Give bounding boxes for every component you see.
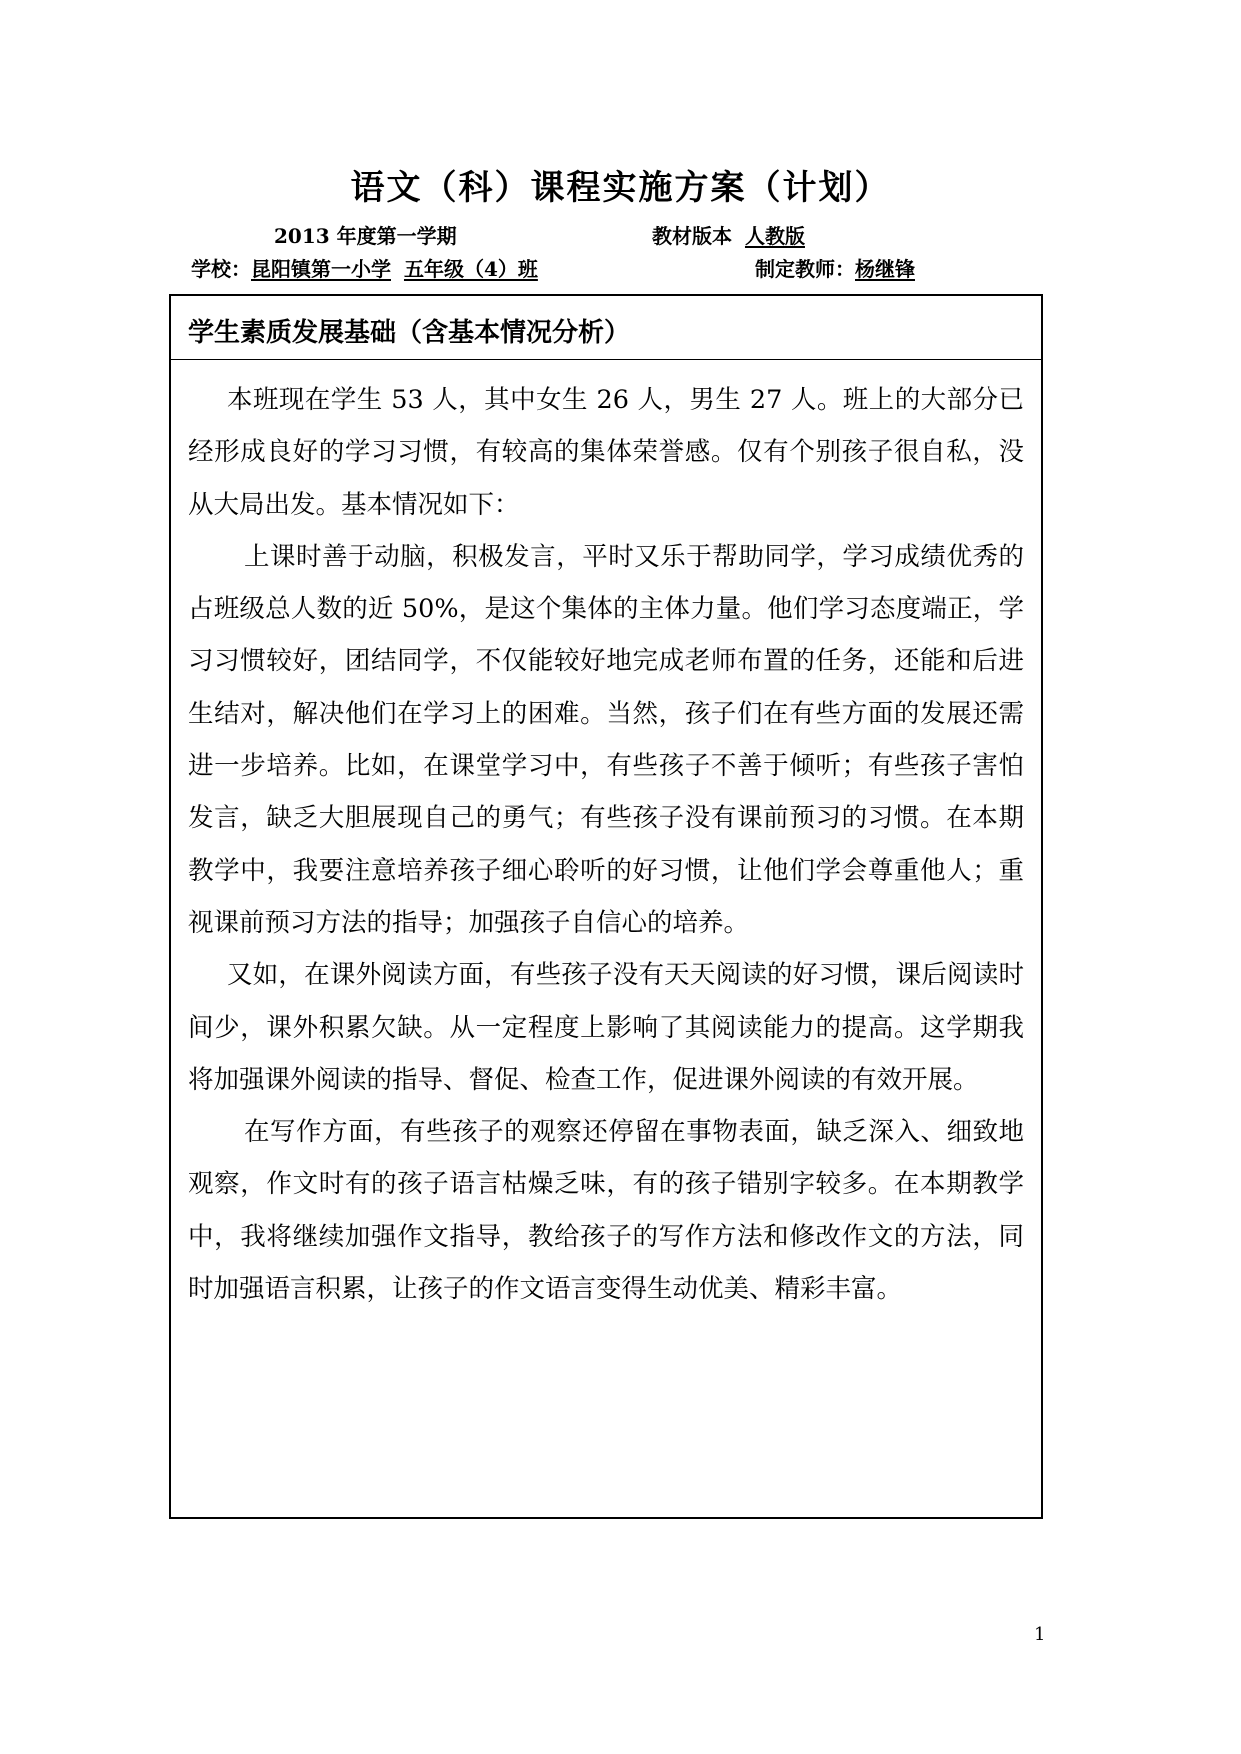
page-number: 1 — [1034, 1624, 1046, 1645]
term-label: 2013 年度第一学期 — [274, 224, 457, 248]
section-heading: 学生素质发展基础（含基本情况分析） — [171, 296, 1041, 360]
paragraph-writing: 在写作方面，有些孩子的观察还停留在事物表面，缺乏深入、细致地观察，作文时有的孩子语言枯燥乏味，有的孩子错别字较多。在本期教学中，我将继续加强作文指导，教给孩子的写作方法和修改作文的方法，同时加强语言积累，让孩子的作文语言变得生动优美、精彩丰富。 — [188, 1117, 1024, 1305]
grade-value: 五年级（4）班 — [403, 257, 538, 281]
school-info — [191, 253, 538, 282]
document-title: 语文（科）课程实施方案（计划） — [350, 168, 891, 208]
teacher-info — [755, 253, 915, 282]
school-value: 昆阳镇第一小学 — [251, 257, 391, 281]
paragraph-classroom-learning: 上课时善于动脑，积极发言，平时又乐于帮助同学，学习成绩优秀的占班级总人数的近 50%，是这个集体的主体力量。他们学习态度端正，学习习惯较好，团结同学，不仅能较好地完成老师布置的任务，还能和后进生结对，解决他们在学习上的困难。当然，孩子们在有些方面的发展还需进一步培养。比如，在课堂学习中，有些孩子不善于倾听；有些孩子害怕发言，缺乏大胆展现自己的勇气；有些孩子没有课前预习的习惯。在本期教学中，我要注意培养孩子细心聆听的好习惯，让他们学会尊重他人；重视课前预习方法的指导；加强孩子自信心的培养。 — [188, 541, 1024, 938]
section-body — [171, 360, 1041, 1315]
analysis-table — [169, 294, 1043, 1519]
textbook-value: 人教版 — [744, 224, 805, 248]
paragraph-class-overview: 本班现在学生 53 人，其中女生 26 人，男生 27 人。班上的大部分已经形成良好的学习习惯，有较高的集体荣誉感。仅有个别孩子很自私，没从大局出发。基本情况如下： — [188, 385, 1024, 520]
textbook-label: 教材版本 — [652, 224, 732, 248]
textbook-info — [652, 220, 805, 249]
school-label: 学校： — [191, 257, 251, 281]
paragraph-extracurricular-reading: 又如，在课外阅读方面，有些孩子没有天天阅读的好习惯，课后阅读时间少，课外积累欠缺。从一定程度上影响了其阅读能力的提高。这学期我将加强课外阅读的指导、督促、检查工作，促进课外阅读的有效开展。 — [188, 960, 1024, 1095]
teacher-value: 杨继锋 — [855, 257, 915, 281]
teacher-label: 制定教师： — [755, 257, 855, 281]
